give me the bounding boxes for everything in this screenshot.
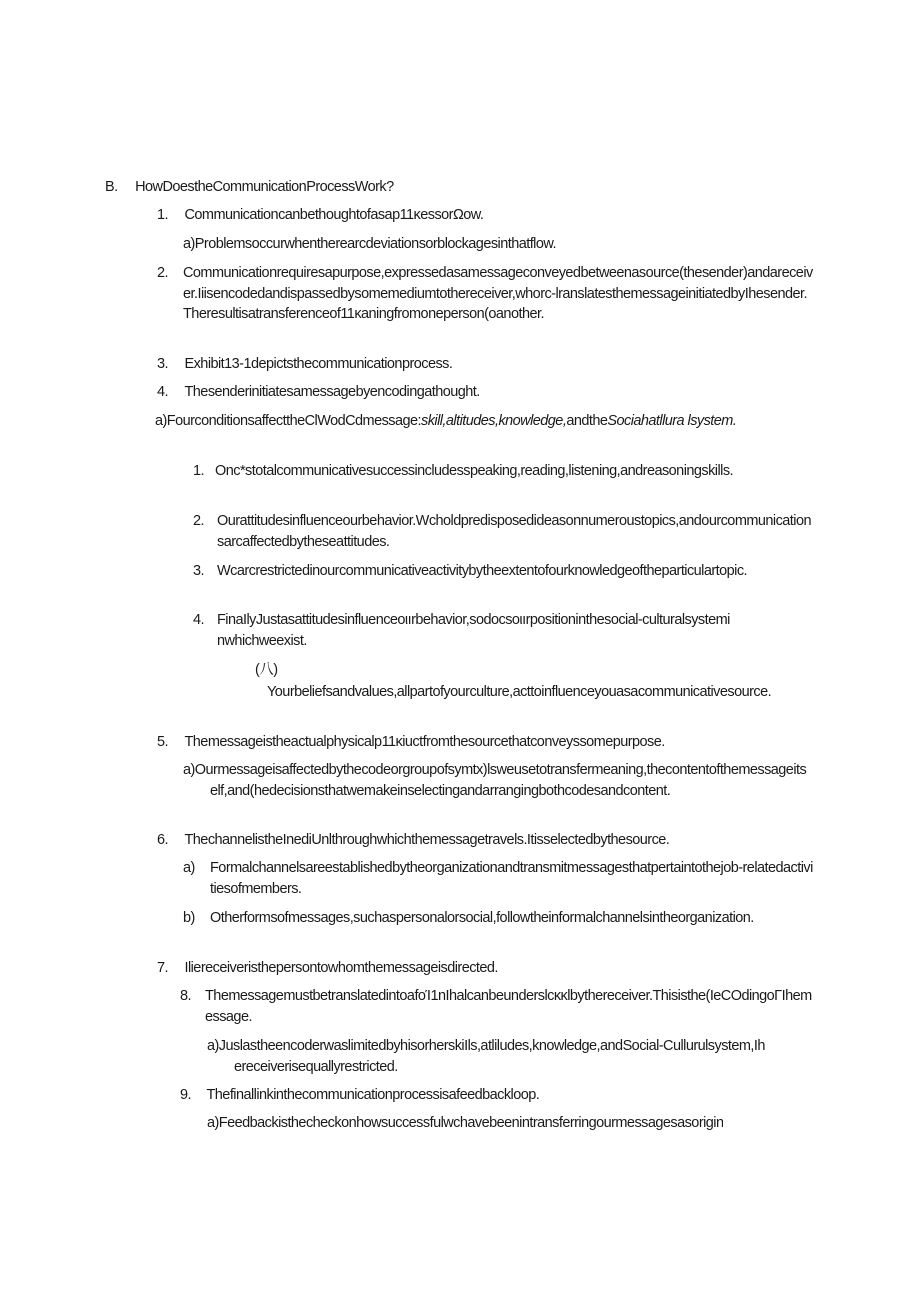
list-item-6a [210, 858, 813, 899]
item-text: Otherformsofmessages,suchaspersonalorsocial,followtheinformalchannelsintheorganization. [210, 910, 754, 926]
item-text: a)Ourmessageisaffectedbythecodeorgroupofsymtx)lsweusetotransfermeaning,thecontentofthemessageitself,and(hedecisionsthatwemakeinselectingandarrangingbothcodesandcontent. [183, 762, 807, 799]
item-number: 1. [157, 207, 168, 223]
item-text: Yourbeliefsandvalues,allpartofyourculture,acttoinfluenceyouasacommunicativesource. [267, 684, 772, 700]
list-item-2 [183, 263, 813, 325]
item-number-4a1: 1. [193, 463, 204, 479]
item-text: Thesenderinitiatesamessagebyencodingathought. [184, 384, 480, 400]
item-prefix: a)FourconditionsaffecttheClWodCdmessage: [155, 413, 422, 429]
list-item-4a [155, 411, 815, 432]
item-number: 3. [157, 356, 168, 372]
item-italic-conditions: skill,altitudes,knowledge, [421, 413, 567, 429]
item-number-4a4: 4. [193, 612, 204, 628]
item-connector: andthe [566, 413, 608, 429]
list-item-6 [157, 830, 669, 851]
item-text: Onc*stotalcommunicativesuccessincludesspeaking,reading,listening,andreasoningskills. [215, 463, 733, 479]
item-number-4a2: 2. [193, 513, 204, 529]
item-italic-system: Sociahatllura lsystem. [607, 413, 737, 429]
list-item-8a [207, 1036, 767, 1077]
section-heading [105, 177, 394, 198]
list-item-9 [180, 1085, 539, 1106]
item-text: a)Feedbackisthecheckonhowsuccessfulwchavebeenintransferringourmessagesasorigin [207, 1115, 724, 1131]
item-text: ThechannelistheInediUnlthroughwhichthemessagetravels.Itisselectedbythesource. [184, 832, 670, 848]
item-text: Ourattitudesinfluenceourbehavior.Wcholdpredisposedideasonnumeroustopics,andourcommunicationsarcaffectedbytheseattitudes. [217, 513, 811, 550]
item-text: a)Problemsoccurwhentherearcdeviationsorblockagesinthatflow. [183, 236, 556, 252]
list-item-4a4a [267, 682, 813, 703]
list-item-3 [157, 354, 452, 375]
list-item-4a1 [215, 461, 819, 482]
item-text: ThemessagemustbetranslatedintoafoΊ1nIhalcanbeunderslcκκlbythereceiver.Thisisthe(IeCOdingoΓIhemessage. [205, 988, 812, 1025]
list-item-5a [183, 760, 813, 801]
item-text: Exhibit13-1depictsthecommunicationprocess. [184, 356, 453, 372]
item-text: Wcarcrestrictedinourcommunicativeactivitybytheextentofourknowledgeoftheparticulartopic. [217, 563, 748, 579]
list-item-8 [205, 986, 813, 1027]
item-number: 7. [157, 960, 168, 976]
list-item-5 [157, 732, 665, 753]
list-item-7 [157, 958, 498, 979]
item-text: Formalchannelsareestablishedbytheorganizationandtransmitmessagesthatpertaintothejob-relatedactivitiesofmembers. [210, 860, 813, 897]
list-item-4a3 [217, 561, 813, 582]
list-item-4a4 [217, 610, 733, 651]
list-item-6b [210, 908, 813, 929]
item-number-6b: b) [183, 910, 195, 926]
item-number-6a: a) [183, 860, 195, 876]
item-number: 5. [157, 734, 168, 750]
list-item-1a [183, 234, 556, 255]
item-text: Communicationcanbethoughtofasap11κessorΩow. [184, 207, 484, 223]
item-number-8: 8. [180, 988, 191, 1004]
item-number: 4. [157, 384, 168, 400]
item-number: 9. [180, 1087, 191, 1103]
list-item-4a2 [217, 511, 811, 552]
list-item-9a [207, 1113, 723, 1134]
item-text: Communicationrequiresapurpose,expressedasamessageconveyedbetweenasource(thesender)andareceiver.Iiisencodedandispassedbysomemediumtothereceiver,whorc-lranslatesthemessageinitiatedbyIhesender.Theresultisatransferenceof11κaningfromoneperson(oanother. [183, 265, 813, 322]
item-text: FinaIlyJustasattitudesinfluenceoιırbehavior,sodocsoιırpositioninthesocial-culturalsysteminwhichweexist. [217, 612, 730, 649]
item-number-4a3: 3. [193, 563, 204, 579]
list-item-4 [157, 382, 480, 403]
item-text: Themessageistheactualphysicalp11κiuctfromthesourcethatconveyssomepurpose. [184, 734, 665, 750]
item-number-2: 2. [157, 265, 168, 281]
item-text: Thefinallinkinthecommunicationprocessisafeedbackloop. [206, 1087, 540, 1103]
item-text: a)JuslastheencoderwaslimitedbyhisorherskiIls,atliludes,knowledge,andSocial-Cullurulsystem,Ihereceiverisequallyrestricted. [207, 1038, 765, 1075]
section-title: HowDoestheCommunicationProcessWork? [135, 179, 394, 195]
section-letter: B. [105, 179, 118, 195]
item-text: Iliereceiveristhepersontowhomthemessageisdirected. [184, 960, 498, 976]
item-number: 6. [157, 832, 168, 848]
list-item-1 [157, 205, 483, 226]
sub-marker: (八) [255, 662, 278, 678]
